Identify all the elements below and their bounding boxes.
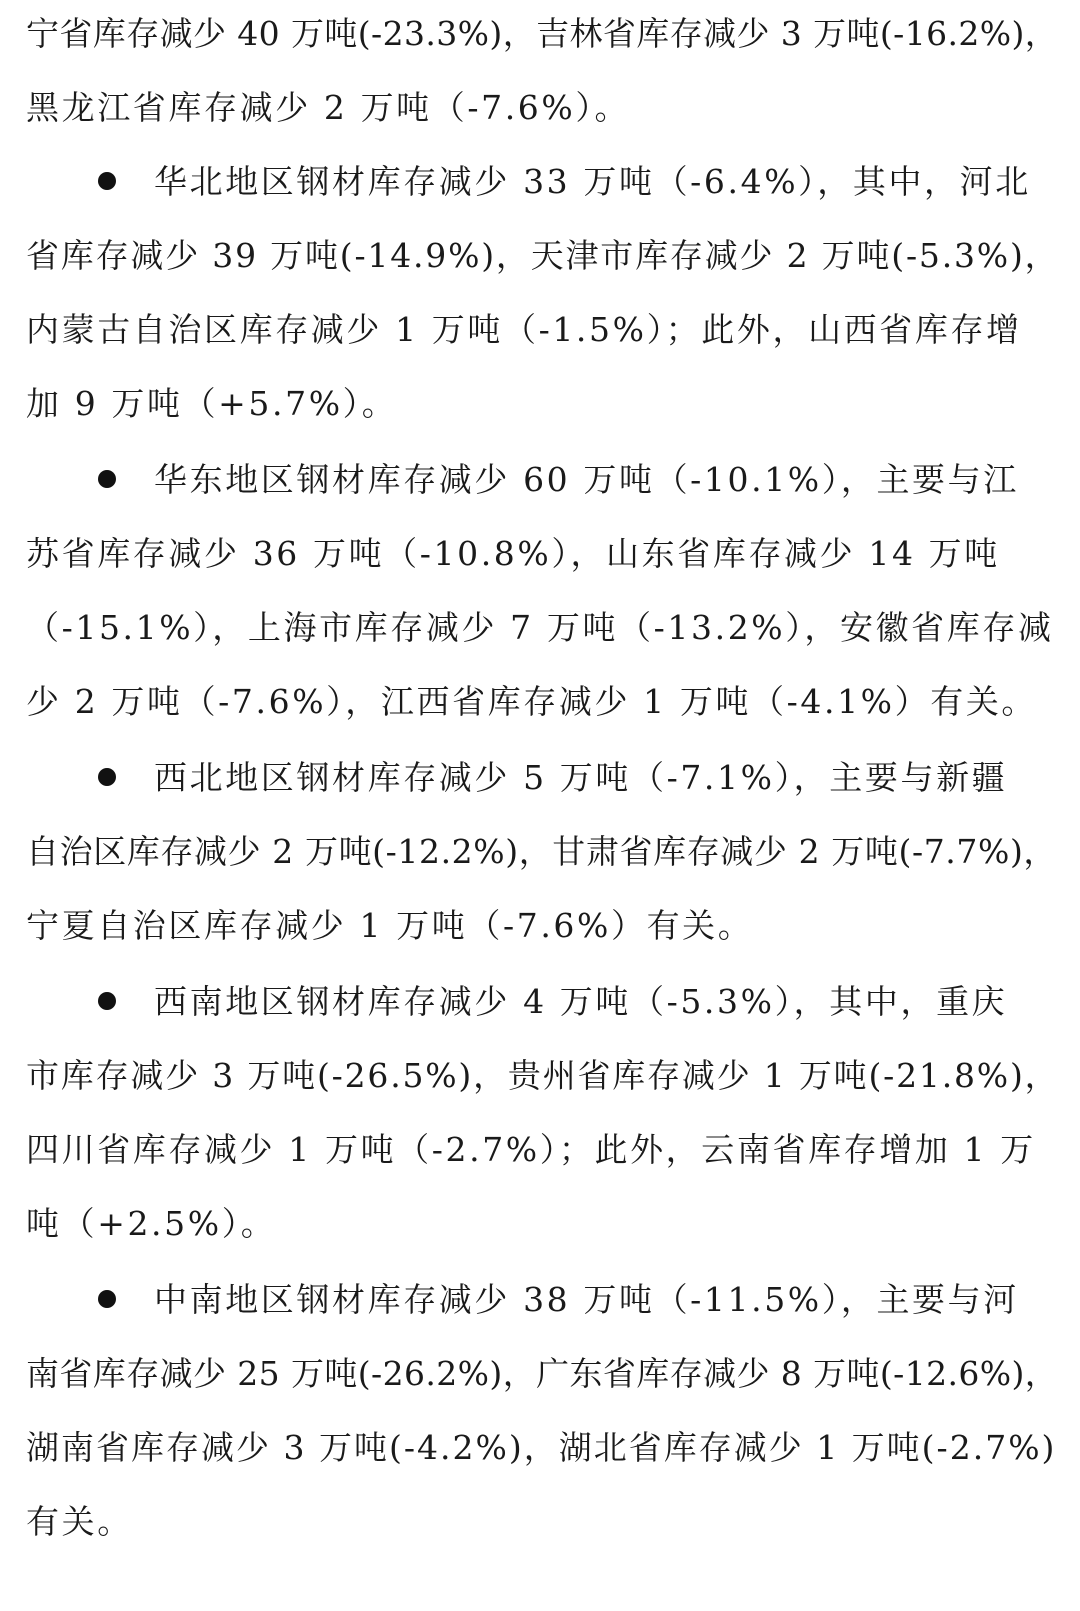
text-line: 内蒙古自治区库存减少 1 万吨（-1.5%）；此外，山西省库存增 (26, 310, 1022, 349)
text-line: 吨（+2.5%）。 (26, 1204, 277, 1243)
bullet-paragraph-xinan (98, 972, 1007, 1032)
bullet-paragraph-huabei (98, 152, 1031, 212)
text-line: 有关。 (26, 1502, 133, 1541)
bullet-dot-icon (98, 1290, 116, 1308)
text-line: 省库存减少 39 万吨(-14.9%)，天津市库存减少 2 万吨(-5.3%)， (26, 236, 1060, 275)
text-line: 自治区库存减少 2 万吨(-12.2%)，甘肃省库存减少 2 万吨(-7.7%)， (26, 832, 1058, 871)
bullet-paragraph-huadong (98, 450, 1019, 510)
bullet-dot-icon (98, 768, 116, 786)
text-line: 市库存减少 3 万吨(-26.5%)，贵州省库存减少 1 万吨(-21.8%)， (26, 1056, 1060, 1095)
text-line: 西北地区钢材库存减少 5 万吨（-7.1%），主要与新疆 (154, 758, 1008, 797)
text-line: 华东地区钢材库存减少 60 万吨（-10.1%），主要与江 (154, 460, 1019, 499)
text-line: 黑龙江省库存减少 2 万吨（-7.6%）。 (26, 88, 631, 127)
text-line: 四川省库存减少 1 万吨（-2.7%）；此外，云南省库存增加 1 万 (26, 1130, 1036, 1169)
bullet-paragraph-xibei (98, 748, 1007, 808)
text-line: 中南地区钢材库存减少 38 万吨（-11.5%），主要与河 (154, 1280, 1019, 1319)
text-line: （-15.1%），上海市库存减少 7 万吨（-13.2%），安徽省库存减 (26, 608, 1054, 647)
bullet-paragraph-zhongnan (98, 1270, 1019, 1330)
text-line: 湖南省库存减少 3 万吨(-4.2%)，湖北省库存减少 1 万吨(-2.7%) (26, 1428, 1057, 1467)
text-line: 加 9 万吨（+5.7%）。 (26, 384, 398, 423)
text-line: 华北地区钢材库存减少 33 万吨（-6.4%），其中，河北 (154, 162, 1031, 201)
text-line: 少 2 万吨（-7.6%），江西省库存减少 1 万吨（-4.1%）有关。 (26, 682, 1038, 721)
text-line: 西南地区钢材库存减少 4 万吨（-5.3%），其中，重庆 (154, 982, 1008, 1021)
bullet-dot-icon (98, 470, 116, 488)
text-line: 宁省库存减少 40 万吨(-23.3%)，吉林省库存减少 3 万吨(-16.2%)， (26, 14, 1059, 53)
text-line: 苏省库存减少 36 万吨（-10.8%），山东省库存减少 14 万吨 (26, 534, 1000, 573)
text-line: 宁夏自治区库存减少 1 万吨（-7.6%）有关。 (26, 906, 754, 945)
text-line: 南省库存减少 25 万吨(-26.2%)，广东省库存减少 8 万吨(-12.6%)， (26, 1354, 1059, 1393)
bullet-dot-icon (98, 992, 116, 1010)
bullet-dot-icon (98, 172, 116, 190)
